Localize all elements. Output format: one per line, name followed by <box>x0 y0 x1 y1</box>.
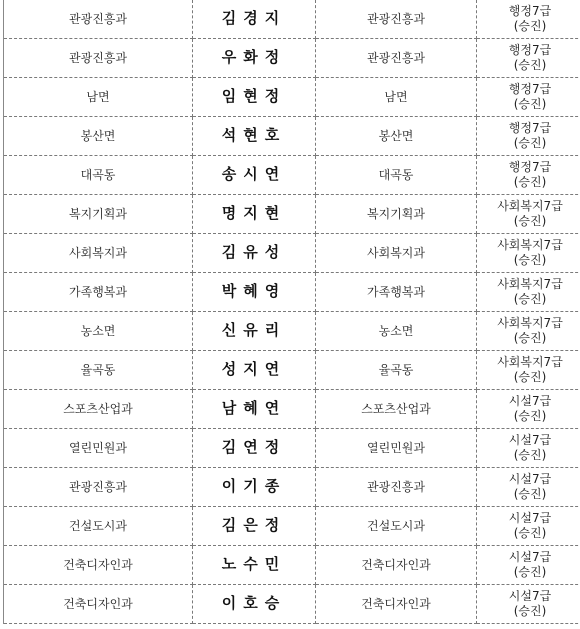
new-department-cell: 건축디자인과 <box>316 585 477 624</box>
table-row <box>4 234 580 273</box>
previous-department-cell: 대곡동 <box>4 156 193 195</box>
rank-cell <box>477 39 580 78</box>
rank-cell <box>477 585 580 624</box>
promotion-note: (승진) <box>513 214 547 228</box>
rank-cell <box>477 429 580 468</box>
name-cell <box>193 312 316 351</box>
person-name: 남혜연 <box>221 399 287 417</box>
table-row <box>4 429 580 468</box>
new-department-cell: 건설도시과 <box>316 507 477 546</box>
table-row <box>4 39 580 78</box>
promotion-note: (승진) <box>513 136 547 150</box>
table-row <box>4 312 580 351</box>
promotion-note: (승진) <box>513 58 547 72</box>
name-cell <box>193 117 316 156</box>
person-name: 김경지 <box>221 9 287 27</box>
person-name: 김연정 <box>221 438 287 456</box>
rank-label: 시설7급 <box>508 394 552 408</box>
name-cell <box>193 390 316 429</box>
name-cell <box>193 507 316 546</box>
new-department-cell: 봉산면 <box>316 117 477 156</box>
person-name: 김은정 <box>221 516 287 534</box>
rank-label: 사회복지7급 <box>497 277 563 291</box>
previous-department-cell: 가족행복과 <box>4 273 193 312</box>
rank-label: 사회복지7급 <box>497 199 563 213</box>
promotion-note: (승진) <box>513 19 547 33</box>
previous-department-cell: 관광진흥과 <box>4 0 193 39</box>
person-name: 신유리 <box>221 321 287 339</box>
table-row <box>4 117 580 156</box>
promotion-note: (승진) <box>513 97 547 111</box>
table-row <box>4 156 580 195</box>
name-cell <box>193 546 316 585</box>
rank-label: 행정7급 <box>508 82 552 96</box>
promotion-note: (승진) <box>513 409 547 423</box>
name-cell <box>193 585 316 624</box>
previous-department-cell: 농소면 <box>4 312 193 351</box>
rank-cell <box>477 546 580 585</box>
rank-cell <box>477 351 580 390</box>
rank-cell <box>477 234 580 273</box>
rank-label: 시설7급 <box>508 472 552 486</box>
previous-department-cell: 사회복지과 <box>4 234 193 273</box>
person-name: 이기종 <box>221 477 287 495</box>
previous-department-cell: 복지기획과 <box>4 195 193 234</box>
person-name: 명지현 <box>221 204 287 222</box>
previous-department-cell: 관광진흥과 <box>4 39 193 78</box>
rank-cell <box>477 273 580 312</box>
name-cell <box>193 234 316 273</box>
previous-department-cell: 건축디자인과 <box>4 585 193 624</box>
name-cell <box>193 39 316 78</box>
previous-department-cell: 봉산면 <box>4 117 193 156</box>
promotion-note: (승진) <box>513 253 547 267</box>
new-department-cell: 복지기획과 <box>316 195 477 234</box>
promotion-note: (승진) <box>513 331 547 345</box>
table-row <box>4 0 580 39</box>
previous-department-cell: 건축디자인과 <box>4 546 193 585</box>
rank-cell <box>477 78 580 117</box>
rank-cell <box>477 117 580 156</box>
promotion-note: (승진) <box>513 565 547 579</box>
new-department-cell: 율곡동 <box>316 351 477 390</box>
previous-department-cell: 율곡동 <box>4 351 193 390</box>
table-row <box>4 390 580 429</box>
name-cell <box>193 78 316 117</box>
rank-label: 행정7급 <box>508 160 552 174</box>
previous-department-cell: 건설도시과 <box>4 507 193 546</box>
rank-cell <box>477 507 580 546</box>
promotion-note: (승진) <box>513 370 547 384</box>
person-name: 임현정 <box>221 87 287 105</box>
new-department-cell: 관광진흥과 <box>316 0 477 39</box>
person-name: 송시연 <box>221 165 287 183</box>
name-cell <box>193 156 316 195</box>
rank-label: 시설7급 <box>508 550 552 564</box>
new-department-cell: 관광진흥과 <box>316 468 477 507</box>
rank-label: 사회복지7급 <box>497 238 563 252</box>
person-name: 우화정 <box>221 48 287 66</box>
table-row <box>4 468 580 507</box>
rank-cell <box>477 312 580 351</box>
name-cell <box>193 468 316 507</box>
new-department-cell: 열린민원과 <box>316 429 477 468</box>
person-name: 김유성 <box>221 243 287 261</box>
rank-label: 사회복지7급 <box>497 316 563 330</box>
rank-cell <box>477 468 580 507</box>
rank-label: 시설7급 <box>508 589 552 603</box>
table-row <box>4 351 580 390</box>
previous-department-cell: 스포츠산업과 <box>4 390 193 429</box>
person-name: 노수민 <box>221 555 287 573</box>
rank-label: 사회복지7급 <box>497 355 563 369</box>
new-department-cell: 가족행복과 <box>316 273 477 312</box>
rank-label: 행정7급 <box>508 43 552 57</box>
rank-cell <box>477 156 580 195</box>
new-department-cell: 농소면 <box>316 312 477 351</box>
person-name: 박혜영 <box>221 282 287 300</box>
person-name: 이호승 <box>221 594 287 612</box>
person-name: 성지연 <box>221 360 287 378</box>
previous-department-cell: 남면 <box>4 78 193 117</box>
new-department-cell: 건축디자인과 <box>316 546 477 585</box>
previous-department-cell: 열린민원과 <box>4 429 193 468</box>
promotion-note: (승진) <box>513 604 547 618</box>
rank-label: 시설7급 <box>508 433 552 447</box>
table-row <box>4 78 580 117</box>
table-row <box>4 546 580 585</box>
rank-label: 행정7급 <box>508 121 552 135</box>
name-cell <box>193 351 316 390</box>
rank-label: 행정7급 <box>508 4 552 18</box>
rank-cell <box>477 195 580 234</box>
promotion-note: (승진) <box>513 175 547 189</box>
rank-cell <box>477 0 580 39</box>
new-department-cell: 사회복지과 <box>316 234 477 273</box>
new-department-cell: 대곡동 <box>316 156 477 195</box>
person-name: 석현호 <box>221 126 287 144</box>
new-department-cell: 남면 <box>316 78 477 117</box>
name-cell <box>193 273 316 312</box>
table-row <box>4 585 580 624</box>
personnel-table <box>3 0 580 624</box>
rank-cell <box>477 390 580 429</box>
promotion-note: (승진) <box>513 448 547 462</box>
name-cell <box>193 429 316 468</box>
promotion-note: (승진) <box>513 526 547 540</box>
table-row <box>4 195 580 234</box>
table-row <box>4 273 580 312</box>
name-cell <box>193 0 316 39</box>
previous-department-cell: 관광진흥과 <box>4 468 193 507</box>
name-cell <box>193 195 316 234</box>
table-row <box>4 507 580 546</box>
promotion-note: (승진) <box>513 292 547 306</box>
new-department-cell: 스포츠산업과 <box>316 390 477 429</box>
personnel-table-body <box>4 0 580 624</box>
promotion-note: (승진) <box>513 487 547 501</box>
new-department-cell: 관광진흥과 <box>316 39 477 78</box>
rank-label: 시설7급 <box>508 511 552 525</box>
